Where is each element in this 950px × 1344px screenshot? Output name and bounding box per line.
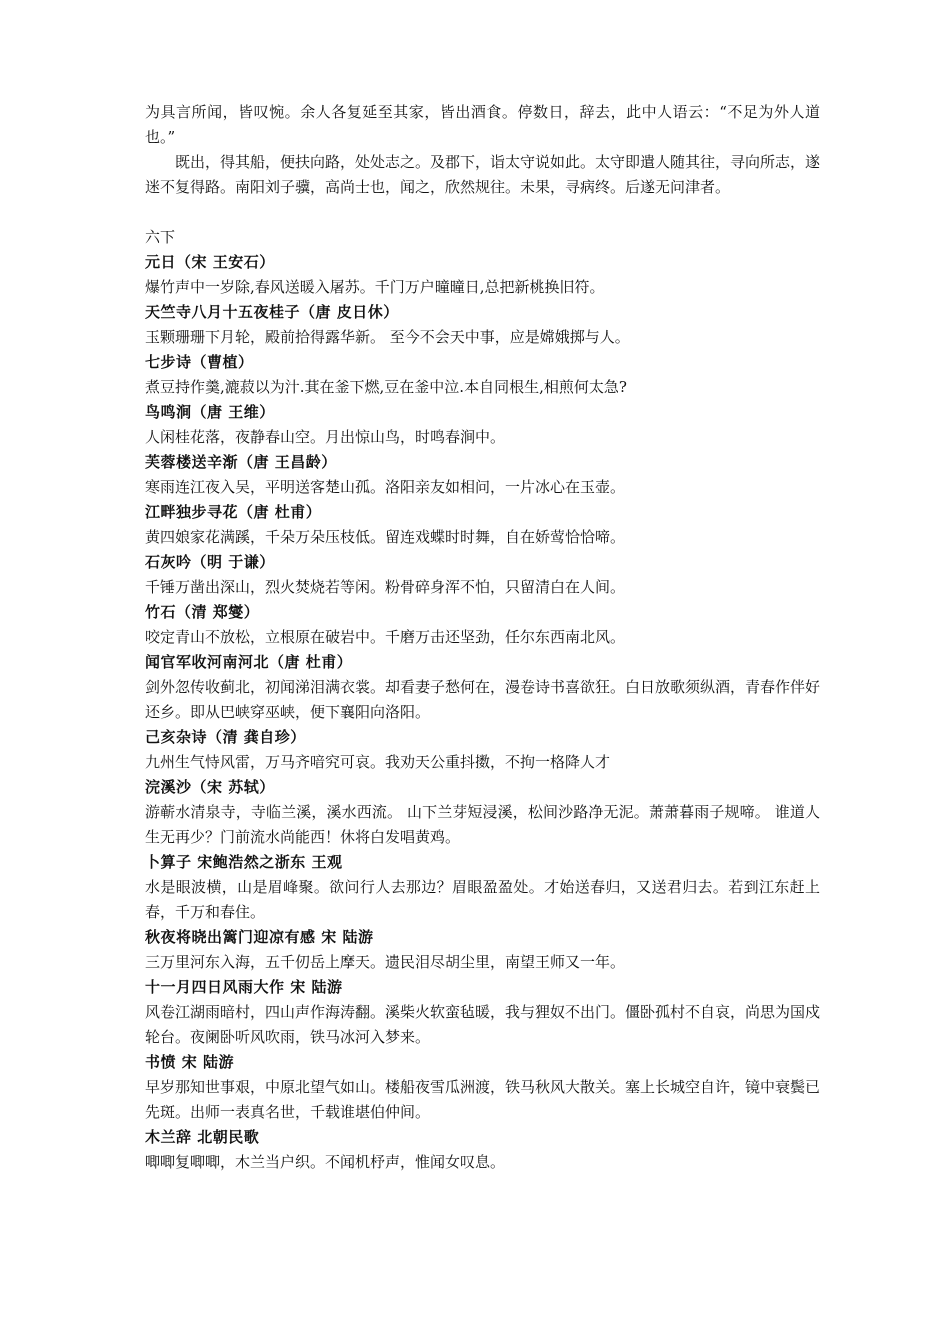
poem-body: 水是眼波横，山是眉峰聚。欲问行人去那边？眉眼盈盈处。才始送春归，又送君归去。若到江东赶上春，千万和春住。 [145,878,820,921]
poem-body: 寒雨连江夜入吴，平明送客楚山孤。洛阳亲友如相问，一片冰心在玉壶。 [145,478,626,496]
poem-body: 煮豆持作羹,漉菽以为汁.萁在釜下燃,豆在釜中泣.本自同根生,相煎何太急? [145,378,627,396]
poem-entry [145,775,820,850]
poem-title: 浣溪沙（宋 苏轼） [145,778,275,796]
prose-paragraph-2: 既出，得其船，便扶向路，处处志之。及郡下，诣太守说如此。太守即遣人随其往，寻向所志，遂迷不复得路。南阳刘子骥，高尚士也，闻之，欣然规往。未果，寻病终。后遂无问津者。 [145,153,821,196]
poem-entry [145,1125,820,1175]
poem-title: 竹石（清 郑燮） [145,603,260,621]
poem-body: 九州生气恃风雷，万马齐喑究可哀。我劝天公重抖擞，不拘一格降人才 [145,753,611,771]
poem-title: 石灰吟（明 于谦） [145,553,275,571]
poem-entry [145,300,820,350]
section-heading: 六下 [145,228,176,246]
poem-entry [145,725,820,775]
document-page [145,100,820,1175]
poem-title: 书愤 宋 陆游 [145,1053,234,1071]
poem-body: 游蕲水清泉寺，寺临兰溪，溪水西流。 山下兰芽短浸溪，松间沙路净无泥。萧萧暮雨子规啼。 谁道人生无再少？门前流水尚能西！休将白发唱黄鸡。 [145,803,820,846]
poem-title: 七步诗（曹植） [145,353,254,371]
poem-entry [145,975,820,1050]
poem-body: 早岁那知世事艰，中原北望气如山。楼船夜雪瓜洲渡，铁马秋风大散关。塞上长城空自许，镜中衰鬓已先斑。出师一表真名世，千载谁堪伯仲间。 [145,1078,821,1121]
poem-body: 爆竹声中一岁除,春风送暖入屠苏。千门万户曈曈日,总把新桃换旧符。 [145,278,605,296]
poem-title: 芙蓉楼送辛渐（唐 王昌龄） [145,453,337,471]
poem-title: 元日（宋 王安石） [145,253,275,271]
poem-title: 秋夜将晓出篱门迎凉有感 宋 陆游 [145,928,374,946]
poem-title: 卜算子 宋鲍浩然之浙东 王观 [145,853,343,871]
poem-body: 千锤万凿出深山，烈火焚烧若等闲。粉骨碎身浑不怕，只留清白在人间。 [145,578,626,596]
poem-body: 咬定青山不放松，立根原在破岩中。千磨万击还坚劲，任尔东西南北风。 [145,628,626,646]
poem-entry [145,500,820,550]
poem-title: 鸟鸣涧（唐 王维） [145,403,275,421]
poem-body: 风卷江湖雨暗村，四山声作海涛翻。溪柴火软蛮毡暖，我与狸奴不出门。僵卧孤村不自哀，尚思为国戍轮台。夜阑卧听风吹雨，铁马冰河入梦来。 [145,1003,821,1046]
poem-entry [145,1050,820,1125]
poem-title: 闻官军收河南河北（唐 杜甫） [145,653,353,671]
poem-title: 江畔独步寻花（唐 杜甫） [145,503,322,521]
poem-body: 三万里河东入海，五千仞岳上摩天。遗民泪尽胡尘里，南望王师又一年。 [145,953,626,971]
poem-entry [145,650,820,725]
poem-entry [145,600,820,650]
poem-entry [145,250,820,300]
poem-body: 人闲桂花落，夜静春山空。月出惊山鸟，时鸣春涧中。 [145,428,506,446]
poem-entry [145,450,820,500]
poem-entry [145,850,820,925]
poem-entry [145,350,820,400]
blank-line [145,200,820,225]
poem-body: 玉颗珊珊下月轮，殿前拾得露华新。 至今不会天中事，应是嫦娥掷与人。 [145,328,630,346]
poem-body: 剑外忽传收蓟北，初闻涕泪满衣裳。却看妻子愁何在，漫卷诗书喜欲狂。白日放歌须纵酒，青春作伴好还乡。即从巴峡穿巫峡，便下襄阳向洛阳。 [145,678,821,721]
poem-title: 木兰辞 北朝民歌 [145,1128,260,1146]
poem-title: 十一月四日风雨大作 宋 陆游 [145,978,343,996]
poem-title: 天竺寺八月十五夜桂子（唐 皮日休） [145,303,399,321]
poem-body: 唧唧复唧唧，木兰当户织。不闻机杼声，惟闻女叹息。 [145,1153,506,1171]
prose-paragraph-1: 为具言所闻，皆叹惋。余人各复延至其家，皆出酒食。停数日，辞去，此中人语云：“不足为外人道也。” [145,103,820,146]
poem-entry [145,400,820,450]
poem-entry [145,925,820,975]
poem-title: 己亥杂诗（清 龚自珍） [145,728,306,746]
poem-body: 黄四娘家花满蹊，千朵万朵压枝低。留连戏蝶时时舞，自在娇莺恰恰啼。 [145,528,626,546]
poem-entry [145,550,820,600]
poem-list [145,250,820,1175]
